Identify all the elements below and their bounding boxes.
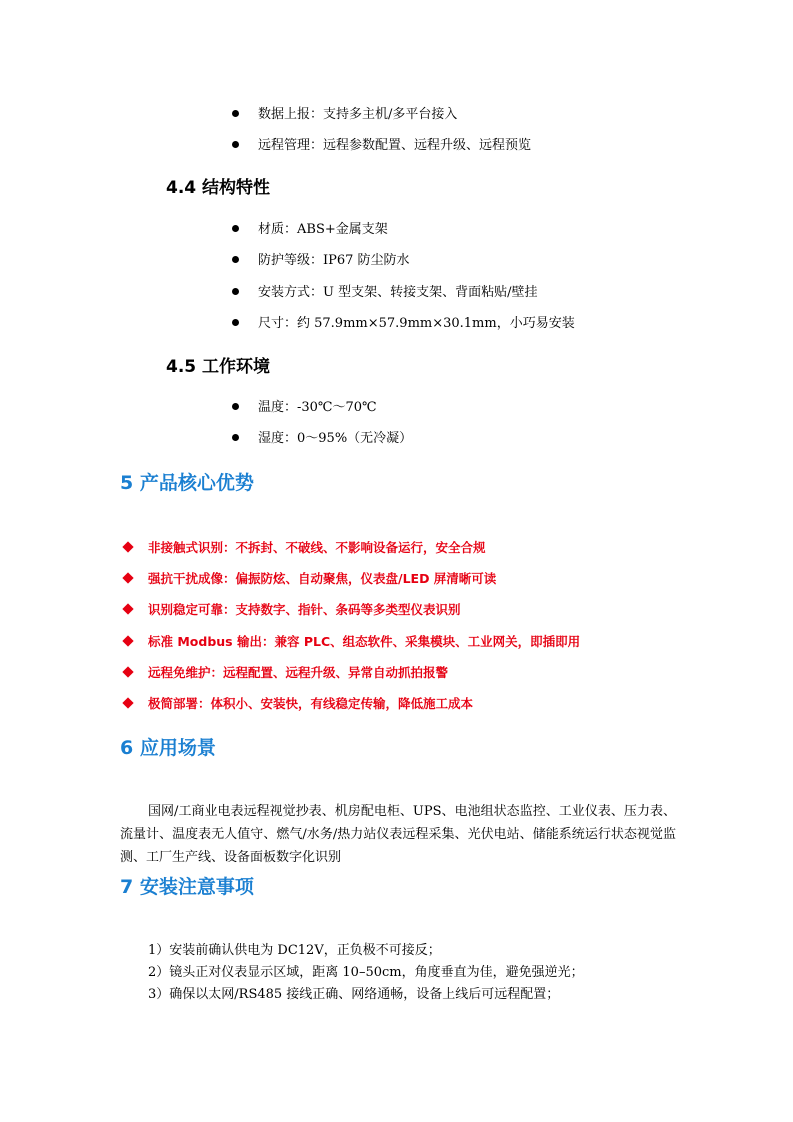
bullet-dot-icon xyxy=(232,288,239,295)
advantage-text: 强抗干扰成像：偏振防炫、自动聚焦，仪表盘/LED 屏清晰可读 xyxy=(148,571,497,586)
diamond-bullet-icon xyxy=(122,541,133,552)
diamond-bullet-icon xyxy=(122,666,133,677)
bullet-item xyxy=(232,251,410,271)
advantage-item xyxy=(122,538,486,558)
bullet-item xyxy=(232,283,537,303)
section-heading-4-4: 4.4 结构特性 xyxy=(166,178,271,198)
bullet-item xyxy=(232,429,412,449)
bullet-dot-icon xyxy=(232,141,239,148)
diamond-bullet-icon xyxy=(122,603,133,614)
advantage-item xyxy=(122,694,473,714)
advantage-text: 识别稳定可靠：支持数字、指针、条码等多类型仪表识别 xyxy=(148,602,461,617)
bullet-text: 温度：-30℃～70℃ xyxy=(258,400,377,415)
bullet-dot-icon xyxy=(232,319,239,326)
bullet-dot-icon xyxy=(232,434,239,441)
bullet-item xyxy=(232,220,388,240)
section-heading-6: 6 应用场景 xyxy=(120,737,216,759)
application-paragraph: 国网/工商业电表远程视觉抄表、机房配电柜、UPS、电池组状态监控、工业仪表、压力表、流量计、温度表无人值守、燃气/水务/热力站仪表远程采集、光伏电站、储能系统运行状态视觉监测、工厂生产线、设备面板数字化识别 xyxy=(120,804,676,865)
bullet-item xyxy=(232,136,531,156)
bullet-item xyxy=(232,398,377,418)
bullet-dot-icon xyxy=(232,256,239,263)
advantage-item xyxy=(122,663,448,683)
install-note: 2）镜头正对仪表显示区域，距离 10–50cm，角度垂直为佳，避免强逆光； xyxy=(148,965,584,980)
bullet-dot-icon xyxy=(232,110,239,117)
diamond-bullet-icon xyxy=(122,635,133,646)
bullet-text: 防护等级：IP67 防尘防水 xyxy=(258,253,410,268)
bullet-text: 材质：ABS+金属支架 xyxy=(258,222,388,237)
bullet-text: 数据上报：支持多主机/多平台接入 xyxy=(258,107,458,122)
section-heading-4-5: 4.5 工作环境 xyxy=(166,357,271,377)
advantage-text: 远程免维护：远程配置、远程升级、异常自动抓拍报警 xyxy=(148,665,449,680)
advantage-text: 标准 Modbus 输出：兼容 PLC、组态软件、采集模块、工业网关，即插即用 xyxy=(148,634,581,649)
advantage-item xyxy=(122,569,496,589)
section-heading-7: 7 安装注意事项 xyxy=(120,876,254,898)
install-note: 3）确保以太网/RS485 接线正确、网络通畅，设备上线后可远程配置； xyxy=(148,987,560,1002)
diamond-bullet-icon xyxy=(122,572,133,583)
bullet-dot-icon xyxy=(232,225,239,232)
bullet-text: 安装方式：U 型支架、转接支架、背面粘贴/壁挂 xyxy=(258,285,538,300)
bullet-item xyxy=(232,314,575,334)
bullet-text: 尺寸：约 57.9mm×57.9mm×30.1mm，小巧易安装 xyxy=(258,316,575,331)
bullet-text: 远程管理：远程参数配置、远程升级、远程预览 xyxy=(258,138,532,153)
advantage-text: 非接触式识别：不拆封、不破线、不影响设备运行，安全合规 xyxy=(148,540,486,555)
bullet-dot-icon xyxy=(232,403,239,410)
bullet-text: 湿度：0～95%（无冷凝） xyxy=(258,431,413,446)
advantage-item xyxy=(122,632,580,652)
section-heading-5: 5 产品核心优势 xyxy=(120,472,254,494)
install-note: 1）安装前确认供电为 DC12V，正负极不可接反； xyxy=(148,943,441,958)
advantage-item xyxy=(122,600,461,620)
diamond-bullet-icon xyxy=(122,697,133,708)
bullet-item xyxy=(232,105,457,125)
advantage-text: 极简部署：体积小、安装快，有线稳定传输，降低施工成本 xyxy=(148,696,474,711)
